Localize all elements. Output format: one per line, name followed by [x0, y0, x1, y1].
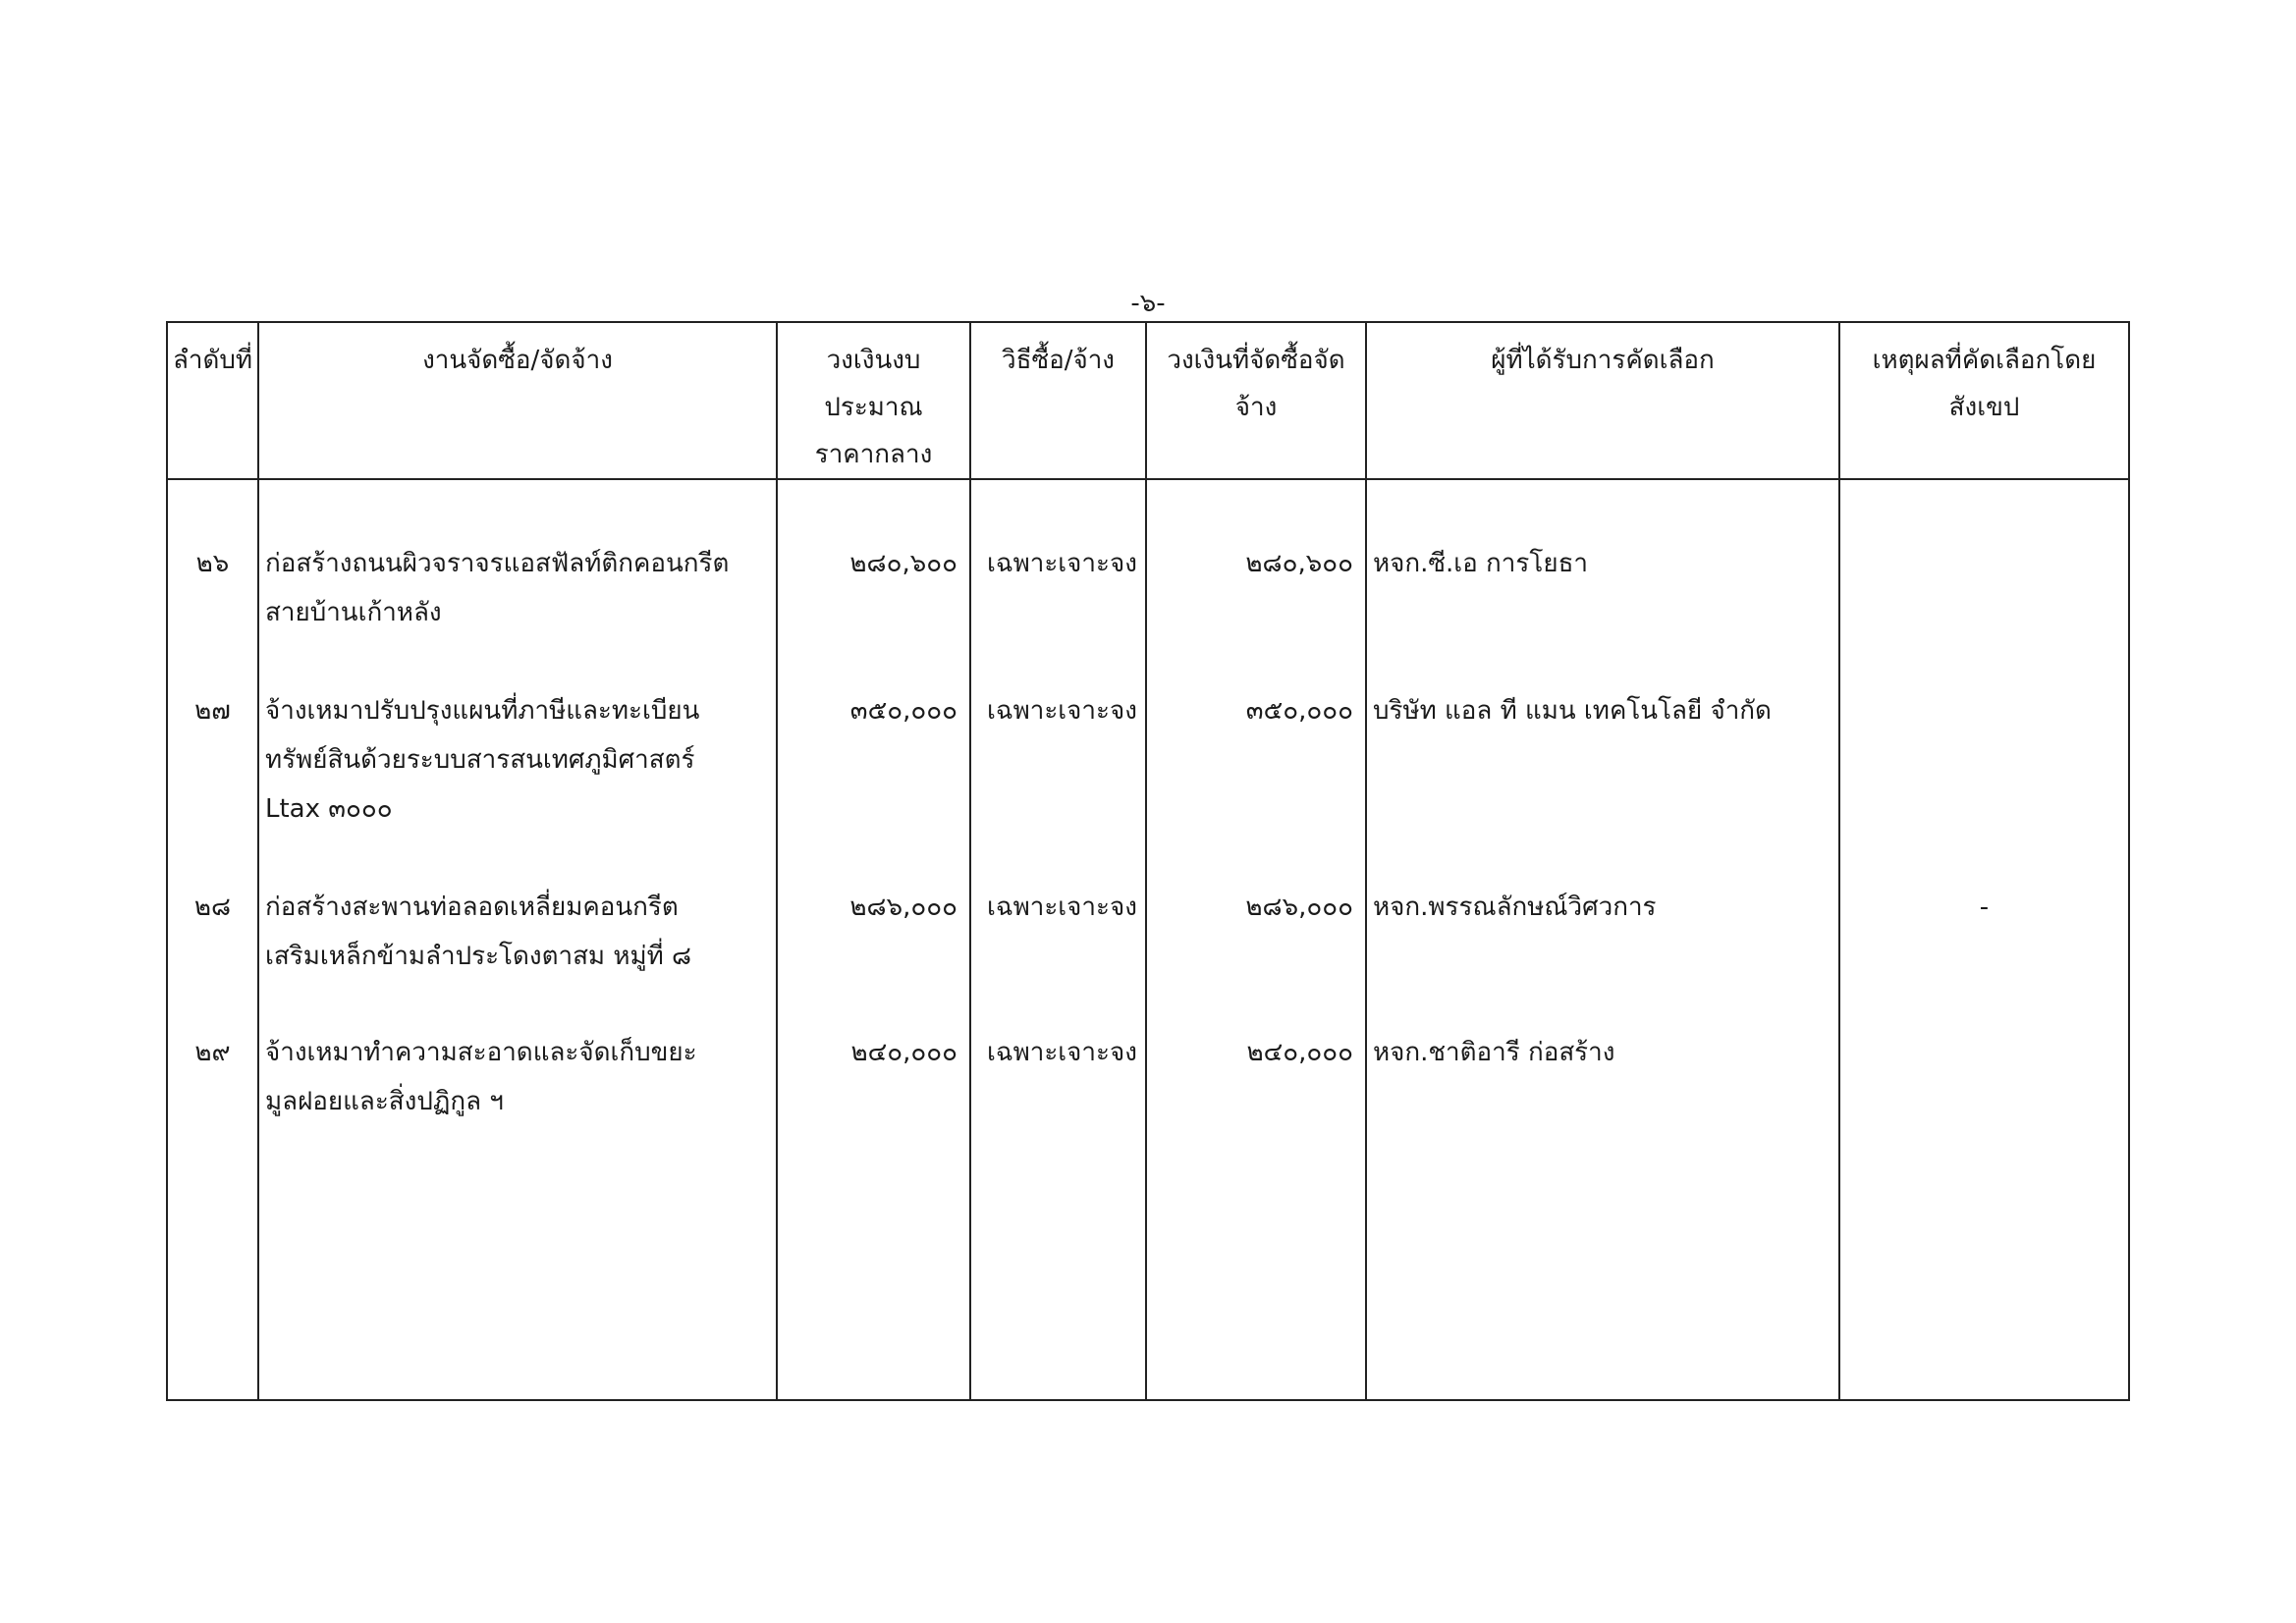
seq-cell: ๒๗ — [194, 696, 231, 726]
work-cell-line: มูลฝอยและสิ่งปฏิกูล ฯ — [265, 1087, 504, 1116]
winner-cell: หจก.ซี.เอ การโยธา — [1373, 549, 1589, 578]
seq-cell: ๒๖ — [195, 549, 230, 578]
column-budget — [777, 479, 970, 1400]
amount-cell: ๒๔๐,๐๐๐ — [1246, 1038, 1353, 1067]
work-cell-line: ก่อสร้างสะพานท่อลอดเหลี่ยมคอนกรีต — [265, 893, 679, 922]
header-budget — [777, 322, 970, 479]
method-cell: เฉพาะเจาะจง — [987, 549, 1137, 578]
budget-cell: ๒๘๖,๐๐๐ — [849, 893, 957, 922]
table-header-row — [167, 322, 2129, 479]
header-seq: ลำดับที่ — [167, 322, 258, 479]
procurement-table — [166, 321, 2130, 1401]
work-cell-line: Ltax ๓๐๐๐ — [265, 794, 393, 824]
budget-cell: ๓๕๐,๐๐๐ — [849, 696, 957, 726]
header-amount: วงเงินที่จัดซื้อจัดจ้าง — [1146, 322, 1366, 479]
column-method — [970, 479, 1146, 1400]
header-work: งานจัดซื้อ/จัดจ้าง — [258, 322, 777, 479]
amount-cell: ๓๕๐,๐๐๐ — [1245, 696, 1353, 726]
table-row — [168, 883, 257, 1028]
work-cell-line: เสริมเหล็กข้ามลำประโดงตาสม หมู่ที่ ๘ — [265, 942, 692, 971]
work-cell-line: ก่อสร้างถนนผิวจราจรแอสฟัลท์ติกคอนกรีต — [265, 549, 730, 578]
method-cell: เฉพาะเจาะจง — [987, 893, 1137, 922]
amount-cell: ๒๘๐,๖๐๐ — [1245, 549, 1353, 578]
page-number: -๖- — [1130, 289, 1166, 318]
work-cell-line: จ้างเหมาปรับปรุงแผนที่ภาษีและทะเบียน — [265, 696, 700, 726]
seq-cell: ๒๘ — [193, 893, 232, 922]
work-cell-line: สายบ้านเก้าหลัง — [265, 598, 442, 627]
table-body-row — [167, 479, 2129, 1400]
table-row — [168, 1028, 257, 1126]
work-cell-line: จ้างเหมาทำความสะอาดและจัดเก็บขยะ — [265, 1038, 697, 1067]
header-budget-line2: ราคากลาง — [814, 440, 933, 469]
column-seq — [167, 479, 258, 1400]
winner-cell: หจก.พรรณลักษณ์วิศวการ — [1373, 893, 1657, 922]
budget-cell: ๒๔๐,๐๐๐ — [850, 1038, 957, 1067]
winner-cell: หจก.ชาติอารี ก่อสร้าง — [1373, 1038, 1615, 1067]
header-budget-line1: วงเงินงบประมาณ — [824, 346, 923, 422]
winner-cell: บริษัท แอล ที แมน เทคโนโลยี จำกัด — [1373, 696, 1772, 726]
budget-cell: ๒๘๐,๖๐๐ — [849, 549, 957, 578]
column-reason — [1839, 479, 2129, 1400]
amount-cell: ๒๘๖,๐๐๐ — [1245, 893, 1353, 922]
header-winner: ผู้ที่ได้รับการคัดเลือก — [1366, 322, 1839, 479]
column-work — [258, 479, 777, 1400]
header-reason: เหตุผลที่คัดเลือกโดยสังเขป — [1839, 322, 2129, 479]
table-row — [168, 686, 257, 883]
seq-cell: ๒๙ — [194, 1038, 231, 1067]
header-method: วิธีซื้อ/จ้าง — [970, 322, 1146, 479]
column-amount — [1146, 479, 1366, 1400]
column-winner — [1366, 479, 1839, 1400]
work-cell-line: ทรัพย์สินด้วยระบบสารสนเทศภูมิศาสตร์ — [265, 745, 695, 775]
table-row — [168, 539, 257, 686]
method-cell: เฉพาะเจาะจง — [987, 696, 1137, 726]
reason-cell: - — [1979, 893, 1990, 922]
method-cell: เฉพาะเจาะจง — [987, 1038, 1137, 1067]
